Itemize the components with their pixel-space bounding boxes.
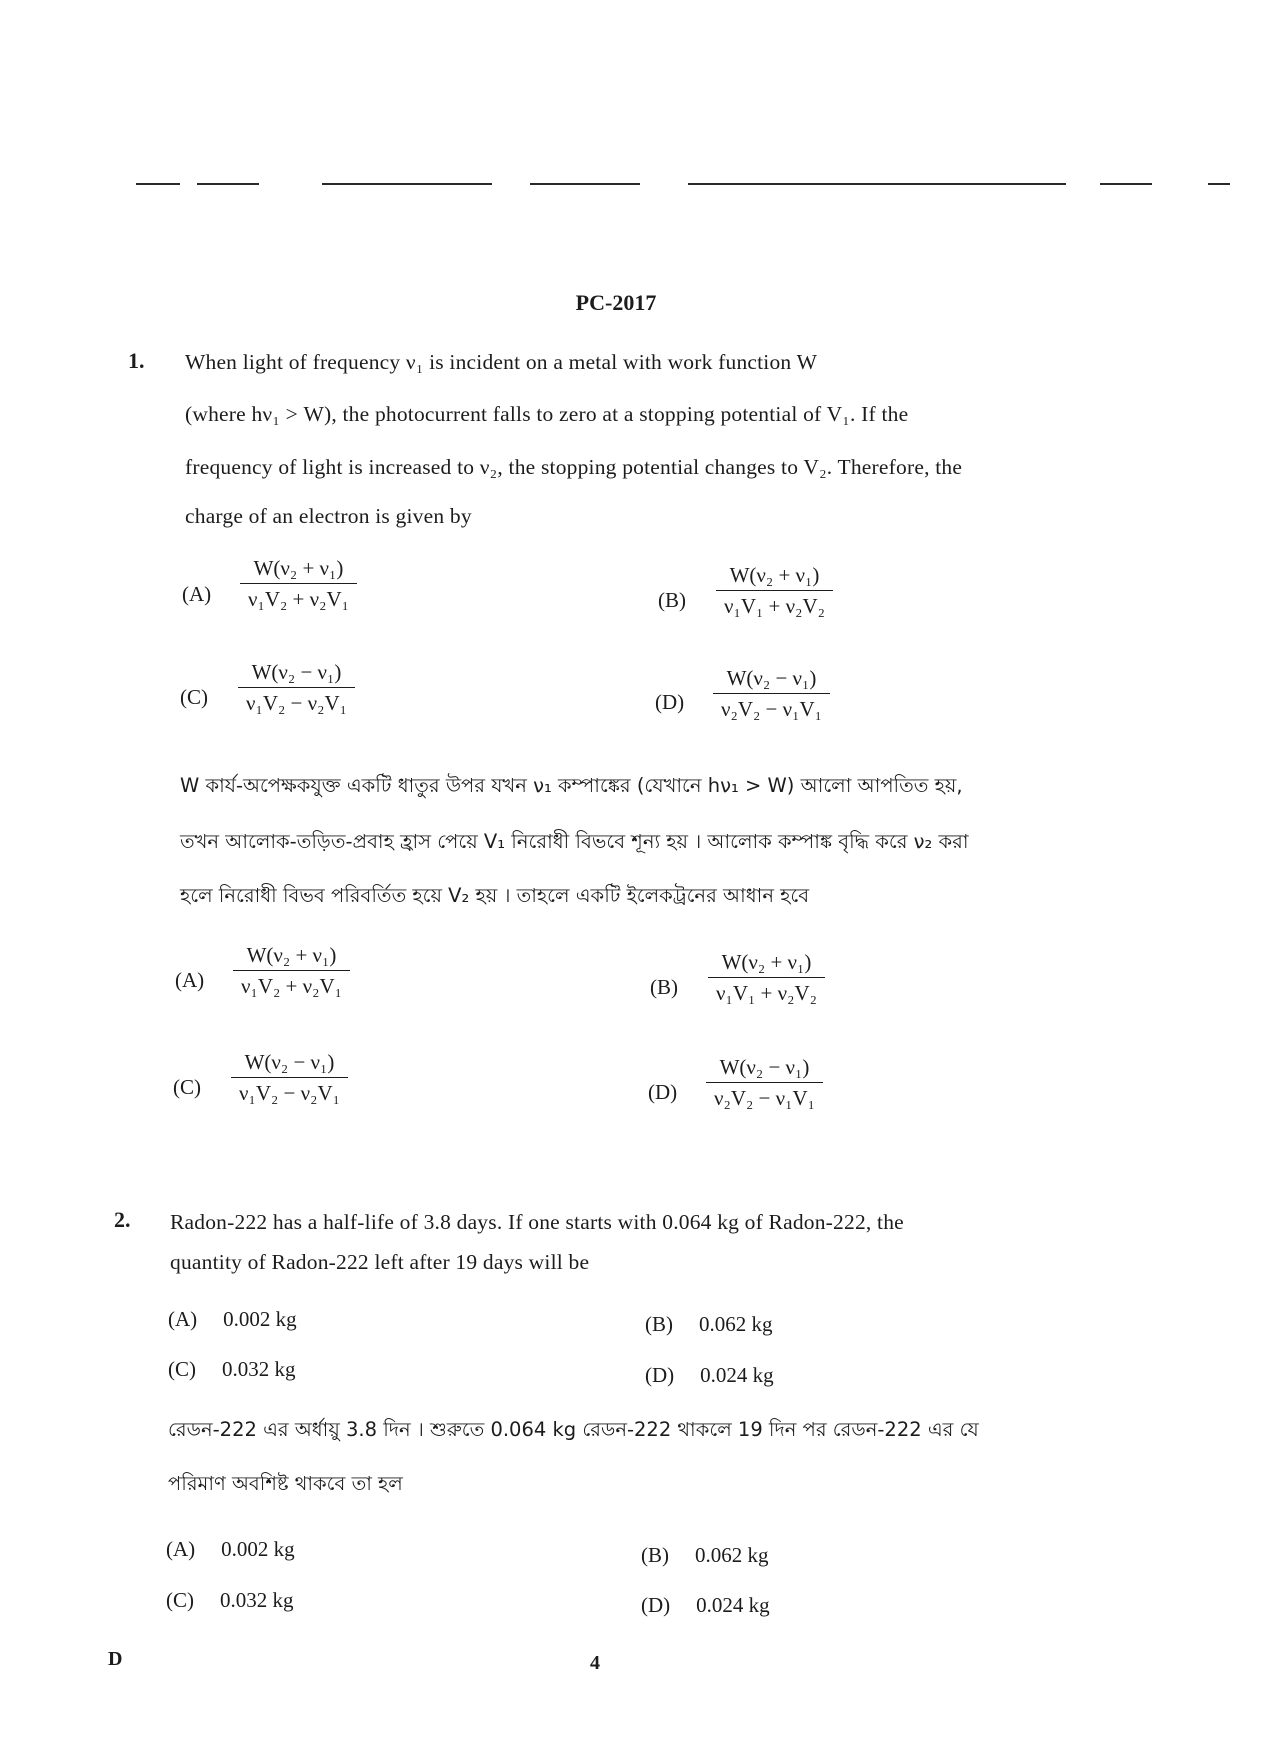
fraction-denominator: ν₁V₂ + ν₂V₁ (241, 974, 342, 999)
option-d (645, 1363, 774, 1388)
fraction-numerator: W(ν₂ + ν₁) (721, 950, 812, 974)
question-text-line: frequency of light is increased to ν₂, the stopping potential changes to V₂. Therefore, the (185, 455, 963, 479)
option-label: (C) (173, 1075, 201, 1099)
fraction-denominator: ν₂V₂ − ν₁V₁ (714, 1086, 815, 1111)
page-number: 4 (590, 1652, 600, 1674)
option-label: (D) (641, 1593, 671, 1617)
option-label: (C) (166, 1588, 194, 1612)
option-label: (B) (645, 1312, 673, 1336)
option-label: (B) (650, 975, 678, 999)
option-d-fraction (713, 666, 830, 722)
question-text-line: Radon-222 has a half-life of 3.8 days. If one starts with 0.064 kg of Radon-222, the (170, 1210, 904, 1234)
option-c-fraction (238, 660, 355, 716)
fraction-denominator: ν₁V₁ + ν₂V₂ (716, 981, 817, 1006)
option-b (645, 1312, 773, 1337)
fraction-denominator: ν₂V₂ − ν₁V₁ (721, 697, 822, 722)
option-c (168, 1357, 296, 1382)
option-label: (A) (166, 1537, 196, 1561)
option-label: (D) (645, 1363, 675, 1387)
top-rule-segment (530, 183, 640, 185)
option-d-fraction (706, 1055, 823, 1111)
question-text-line: quantity of Radon-222 left after 19 days will be (170, 1250, 590, 1274)
option-a-fraction (240, 556, 357, 612)
option-value: 0.002 kg (223, 1307, 297, 1331)
option-label: (C) (180, 685, 208, 709)
fraction-denominator: ν₁V₁ + ν₂V₂ (724, 594, 825, 619)
fraction-numerator: W(ν₂ + ν₁) (729, 563, 820, 587)
option-a (166, 1537, 295, 1562)
option-value: 0.062 kg (699, 1312, 773, 1336)
top-rule-segment (136, 183, 180, 185)
top-rule-segment (688, 183, 1066, 185)
option-label: (A) (175, 968, 205, 992)
option-label: (A) (182, 582, 212, 606)
top-rule-segment (1100, 183, 1152, 185)
top-rule-segment (197, 183, 259, 185)
option-label: (C) (168, 1357, 196, 1381)
question-text-line: (where hν₁ > W), the photocurrent falls to zero at a stopping potential of V₁. If the (185, 402, 909, 426)
question-text-line: When light of frequency ν₁ is incident on a metal with work function W (185, 350, 818, 374)
fraction-numerator: W(ν₂ − ν₁) (244, 1050, 335, 1074)
question-number: 2. (114, 1207, 131, 1232)
set-code: D (108, 1648, 123, 1670)
fraction-denominator: ν₁V₂ − ν₂V₁ (246, 691, 347, 716)
option-b (641, 1543, 769, 1568)
paper-code: PC-2017 (575, 290, 657, 315)
option-value: 0.062 kg (695, 1543, 769, 1567)
question-text-bengali-line: রেডন-222 এর অর্ধায়ু 3.8 দিন । শুরুতে 0.064 kg রেডন-222 থাকলে 19 দিন পর রেডন-222 এর যে (168, 1418, 979, 1441)
option-c-fraction (231, 1050, 348, 1106)
option-c (166, 1588, 294, 1613)
option-a (168, 1307, 297, 1332)
fraction-denominator: ν₁V₂ − ν₂V₁ (239, 1081, 340, 1106)
option-label: (D) (655, 690, 685, 714)
option-label: (A) (168, 1307, 198, 1331)
question-number: 1. (128, 348, 145, 373)
fraction-numerator: W(ν₂ − ν₁) (251, 660, 342, 684)
question-text-bengali-line: হলে নিরোধী বিভব পরিবর্তিত হয়ে V₂ হয় । তাহলে একটি ইলেকট্রনের আধান হবে (180, 884, 810, 907)
fraction-numerator: W(ν₂ + ν₁) (253, 556, 344, 580)
option-b-fraction (708, 950, 825, 1006)
option-label: (D) (648, 1080, 678, 1104)
fraction-numerator: W(ν₂ + ν₁) (246, 943, 337, 967)
option-a-fraction (233, 943, 350, 999)
option-label: (B) (641, 1543, 669, 1567)
fraction-numerator: W(ν₂ − ν₁) (719, 1055, 810, 1079)
top-rule-segment (322, 183, 492, 185)
option-value: 0.002 kg (221, 1537, 295, 1561)
option-value: 0.032 kg (222, 1357, 296, 1381)
question-text-bengali-line: তখন আলোক-তড়িত-প্রবাহ হ্রাস পেয়ে V₁ নিরোধী বিভবে শূন্য হয় । আলোক কম্পাঙ্ক বৃদ্ধি করে ν₂ করা (180, 830, 969, 853)
fraction-denominator: ν₁V₂ + ν₂V₁ (248, 587, 349, 612)
option-d (641, 1593, 770, 1618)
top-rule-segment (1208, 183, 1230, 185)
option-value: 0.032 kg (220, 1588, 294, 1612)
question-text-bengali-line: W কার্য-অপেক্ষকযুক্ত একটি ধাতুর উপর যখন ν₁ কম্পাঙ্কের (যেখানে hν₁ > W) আলো আপতিত হয়, (180, 774, 963, 797)
question-text-line: charge of an electron is given by (185, 504, 472, 528)
option-b-fraction (716, 563, 833, 619)
option-label: (B) (658, 588, 686, 612)
option-value: 0.024 kg (700, 1363, 774, 1387)
option-value: 0.024 kg (696, 1593, 770, 1617)
question-text-bengali-line: পরিমাণ অবশিষ্ট থাকবে তা হল (168, 1472, 403, 1495)
fraction-numerator: W(ν₂ − ν₁) (726, 666, 817, 690)
